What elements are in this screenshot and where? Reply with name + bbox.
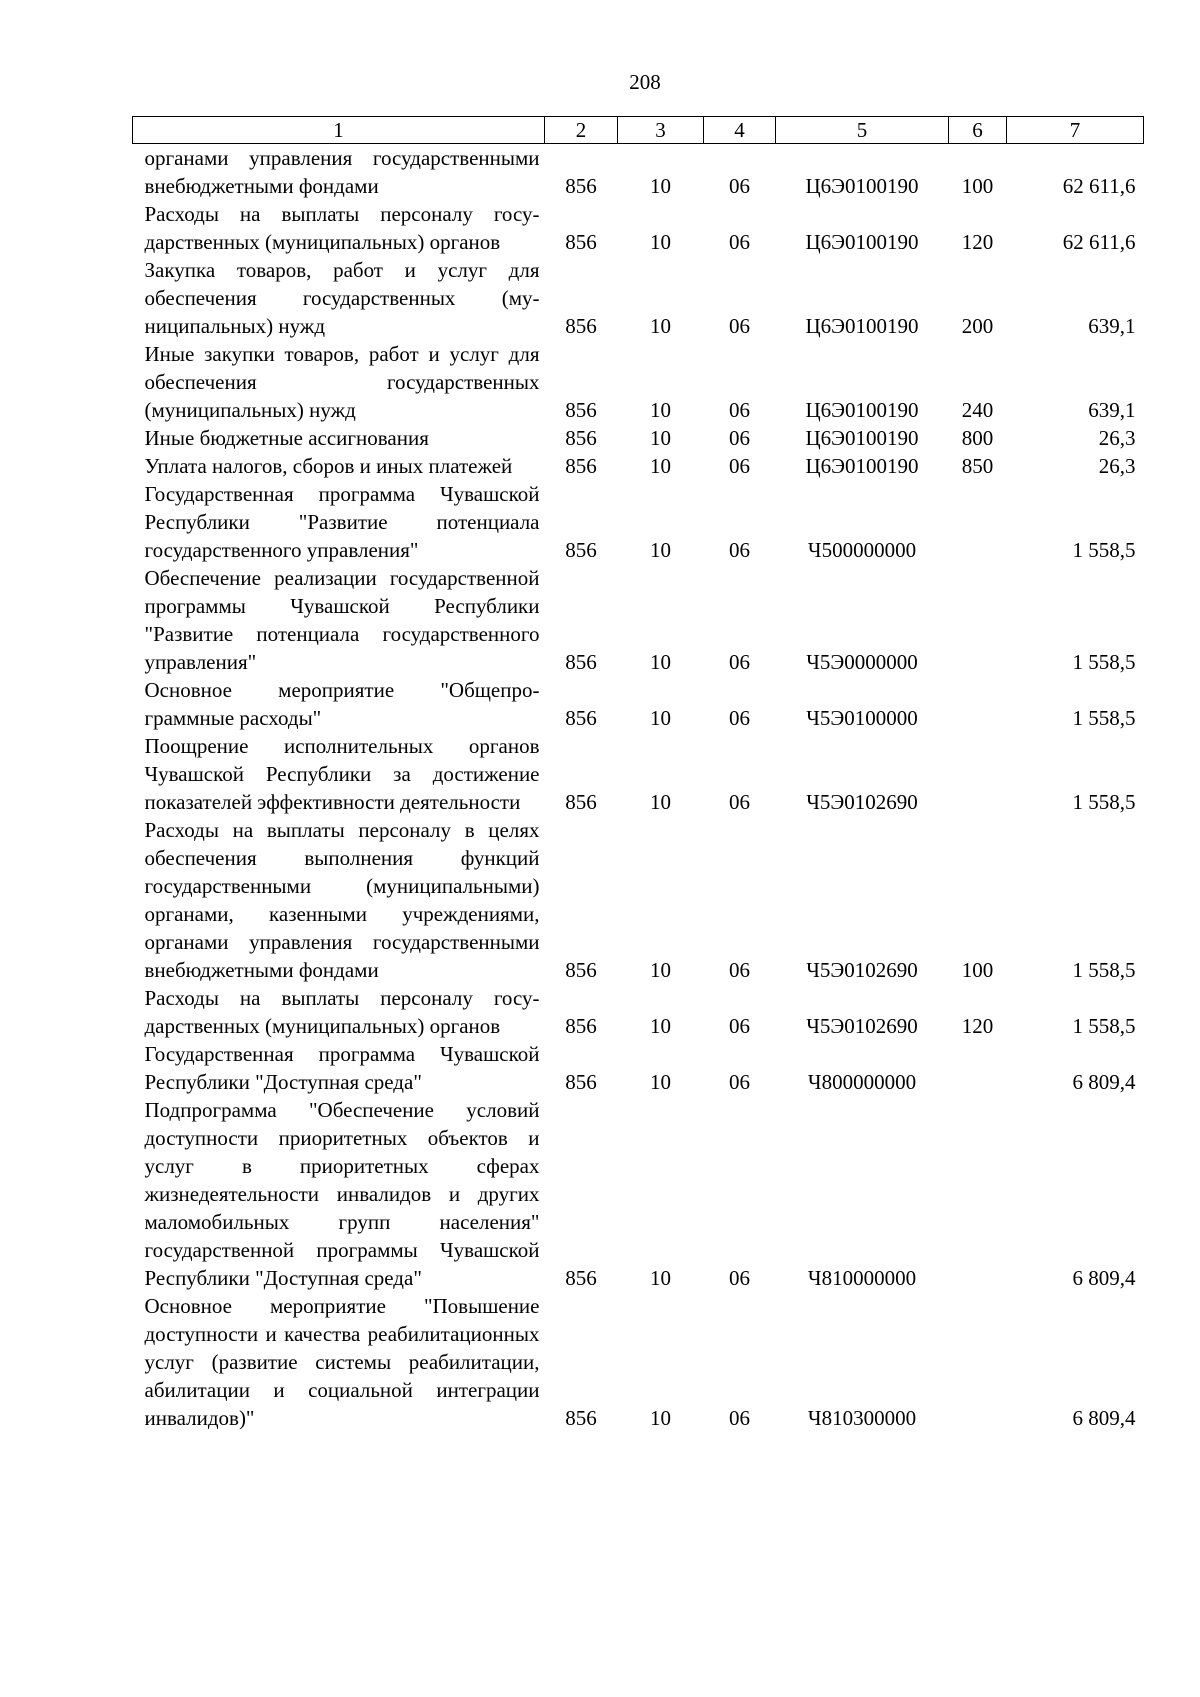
row-code-subsection: 06 xyxy=(729,426,750,450)
row-code-ministry: 856 xyxy=(565,454,597,478)
table-body xyxy=(133,144,1144,1433)
row-code-ministry: 856 xyxy=(565,314,597,338)
row-code-section: 10 xyxy=(650,174,671,198)
row-amount: 6 809,4 xyxy=(1072,1070,1136,1094)
row-code-target: Ч800000000 xyxy=(807,1070,917,1094)
row-code-expense-type xyxy=(949,732,1007,816)
row-amount: 6 809,4 xyxy=(1072,1406,1136,1430)
table-row xyxy=(133,1040,1144,1096)
row-code-expense-type xyxy=(949,1096,1007,1292)
column-header-5: 5 xyxy=(776,117,949,144)
row-code-subsection: 06 xyxy=(729,706,750,730)
row-code-subsection: 06 xyxy=(729,790,750,814)
budget-table xyxy=(132,116,1144,1432)
row-code-target: Ч5Э0000000 xyxy=(806,650,918,674)
table-header xyxy=(133,117,1144,144)
row-amount: 1 558,5 xyxy=(1072,538,1136,562)
row-code-target: Ц6Э0100190 xyxy=(805,398,919,422)
table-row xyxy=(133,256,1144,340)
row-amount: 1 558,5 xyxy=(1072,650,1136,674)
column-header-7: 7 xyxy=(1007,117,1144,144)
row-code-expense-type xyxy=(949,480,1007,564)
row-code-section: 10 xyxy=(650,706,671,730)
row-code-target: Ч500000000 xyxy=(807,538,917,562)
row-code-expense-type: 120 xyxy=(961,1014,994,1038)
table-row xyxy=(133,200,1144,256)
row-code-ministry: 856 xyxy=(565,1070,597,1094)
row-code-ministry: 856 xyxy=(565,1406,597,1430)
row-code-target: Ч810000000 xyxy=(807,1266,917,1290)
row-description: Подпрограмма "Обеспечение условий доступности приоритетных объектов и услуг в приоритетных сферах жизнедеятельности инвалидов и других маломобильных групп населения" государственной программы Чувашской Республики "Доступная среда" xyxy=(144,1098,540,1290)
row-code-section: 10 xyxy=(650,454,671,478)
row-code-section: 10 xyxy=(650,426,671,450)
table-row xyxy=(133,1096,1144,1292)
row-amount: 26,3 xyxy=(1098,454,1136,478)
row-code-subsection: 06 xyxy=(729,174,750,198)
row-code-expense-type xyxy=(949,1040,1007,1096)
row-code-section: 10 xyxy=(650,1266,671,1290)
column-header-6: 6 xyxy=(949,117,1007,144)
row-amount: 1 558,5 xyxy=(1072,958,1136,982)
row-description: Основное мероприятие "Повышение доступности и качества реабилитационных услуг (развитие системы реабилитации, абилитации и социальной интеграции инвалидов)" xyxy=(144,1294,540,1430)
table-row xyxy=(133,984,1144,1040)
table-row xyxy=(133,732,1144,816)
column-header-3: 3 xyxy=(618,117,704,144)
row-code-ministry: 856 xyxy=(565,958,597,982)
row-code-subsection: 06 xyxy=(729,314,750,338)
row-amount: 1 558,5 xyxy=(1072,790,1136,814)
row-code-expense-type xyxy=(949,676,1007,732)
row-code-ministry: 856 xyxy=(565,230,597,254)
row-amount: 26,3 xyxy=(1098,426,1136,450)
row-code-section: 10 xyxy=(650,1406,671,1430)
table-row xyxy=(133,676,1144,732)
row-code-ministry: 856 xyxy=(565,706,597,730)
row-description: Государственная программа Чувашской Республики "Развитие потенциала государственного управления" xyxy=(144,482,540,562)
row-code-expense-type xyxy=(949,564,1007,676)
table-row xyxy=(133,144,1144,201)
row-code-subsection: 06 xyxy=(729,958,750,982)
row-code-expense-type xyxy=(949,1292,1007,1432)
row-description: Иные бюджетные ассигнования xyxy=(144,426,429,450)
row-code-ministry: 856 xyxy=(565,538,597,562)
row-code-expense-type: 850 xyxy=(961,454,994,478)
row-code-subsection: 06 xyxy=(729,1070,750,1094)
table-row xyxy=(133,816,1144,984)
row-code-ministry: 856 xyxy=(565,1266,597,1290)
row-code-subsection: 06 xyxy=(729,538,750,562)
row-code-section: 10 xyxy=(650,650,671,674)
row-code-target: Ц6Э0100190 xyxy=(805,230,919,254)
page-number: 208 xyxy=(629,70,661,94)
row-code-section: 10 xyxy=(650,398,671,422)
row-code-section: 10 xyxy=(650,790,671,814)
row-code-ministry: 856 xyxy=(565,174,597,198)
row-code-subsection: 06 xyxy=(729,1014,750,1038)
row-code-subsection: 06 xyxy=(729,454,750,478)
row-code-section: 10 xyxy=(650,958,671,982)
column-header-4: 4 xyxy=(704,117,776,144)
table-row xyxy=(133,1292,1144,1432)
row-code-expense-type: 200 xyxy=(961,314,994,338)
table-row xyxy=(133,340,1144,424)
row-code-subsection: 06 xyxy=(729,230,750,254)
row-amount: 639,1 xyxy=(1088,398,1136,422)
row-code-ministry: 856 xyxy=(565,426,597,450)
row-code-expense-type: 240 xyxy=(961,398,994,422)
row-code-subsection: 06 xyxy=(729,1266,750,1290)
row-description: органами управления государственными внебюджетными фондами xyxy=(144,146,540,198)
row-code-target: Ч5Э0102690 xyxy=(806,1014,918,1038)
table-row xyxy=(133,480,1144,564)
row-code-target: Ч5Э0100000 xyxy=(806,706,918,730)
row-code-target: Ц6Э0100190 xyxy=(805,426,919,450)
row-code-section: 10 xyxy=(650,230,671,254)
table-row xyxy=(133,452,1144,480)
row-code-target: Ч5Э0102690 xyxy=(806,790,918,814)
row-code-section: 10 xyxy=(650,1014,671,1038)
row-description: Государственная программа Чувашской Республики "Доступная среда" xyxy=(144,1042,540,1094)
row-amount: 62 611,6 xyxy=(1062,174,1136,198)
row-code-target: Ц6Э0100190 xyxy=(805,454,919,478)
row-code-target: Ц6Э0100190 xyxy=(805,174,919,198)
row-amount: 62 611,6 xyxy=(1062,230,1136,254)
table-row xyxy=(133,424,1144,452)
row-code-subsection: 06 xyxy=(729,398,750,422)
row-code-section: 10 xyxy=(650,314,671,338)
row-description: Закупка товаров, работ и услуг для обеспечения государственных (муниципальных) нужд xyxy=(144,258,540,338)
row-description: Уплата налогов, сборов и иных платежей xyxy=(144,454,513,478)
row-code-section: 10 xyxy=(650,538,671,562)
row-description: Иные закупки товаров, работ и услуг для обеспечения государственных (муниципальных) нужд xyxy=(144,342,540,422)
row-code-target: Ц6Э0100190 xyxy=(805,314,919,338)
row-code-ministry: 856 xyxy=(565,790,597,814)
row-description: Поощрение исполнительных органов Чувашской Республики за достижение показателей эффективности деятельности xyxy=(144,734,540,814)
row-code-ministry: 856 xyxy=(565,1014,597,1038)
row-code-subsection: 06 xyxy=(729,650,750,674)
row-code-expense-type: 800 xyxy=(961,426,994,450)
row-code-ministry: 856 xyxy=(565,650,597,674)
row-code-ministry: 856 xyxy=(565,398,597,422)
row-code-target: Ч810300000 xyxy=(807,1406,917,1430)
row-description: Расходы на выплаты персоналу государственных (муниципальных) органов xyxy=(144,202,540,254)
row-code-target: Ч5Э0102690 xyxy=(806,958,918,982)
row-amount: 639,1 xyxy=(1088,314,1136,338)
row-description: Обеспечение реализации государственной программы Чувашской Республики "Развитие потенциала государственного управления" xyxy=(144,566,540,674)
header-row xyxy=(133,117,1144,144)
row-description: Расходы на выплаты персоналу государственных (муниципальных) органов xyxy=(144,986,540,1038)
row-code-expense-type: 120 xyxy=(961,230,994,254)
row-code-section: 10 xyxy=(650,1070,671,1094)
column-header-2: 2 xyxy=(545,117,618,144)
row-description: Основное мероприятие "Общепрограммные расходы" xyxy=(144,678,540,730)
row-code-expense-type: 100 xyxy=(961,174,994,198)
row-amount: 1 558,5 xyxy=(1072,1014,1136,1038)
row-code-subsection: 06 xyxy=(729,1406,750,1430)
row-code-expense-type: 100 xyxy=(961,958,994,982)
column-header-1: 1 xyxy=(133,117,545,144)
row-description: Расходы на выплаты персоналу в целях обеспечения выполнения функций государственными (муниципальными) органами, казенными учреждениями, органами управления государственными внебюджетными фондами xyxy=(144,818,540,982)
row-amount: 6 809,4 xyxy=(1072,1266,1136,1290)
table-row xyxy=(133,564,1144,676)
row-amount: 1 558,5 xyxy=(1072,706,1136,730)
